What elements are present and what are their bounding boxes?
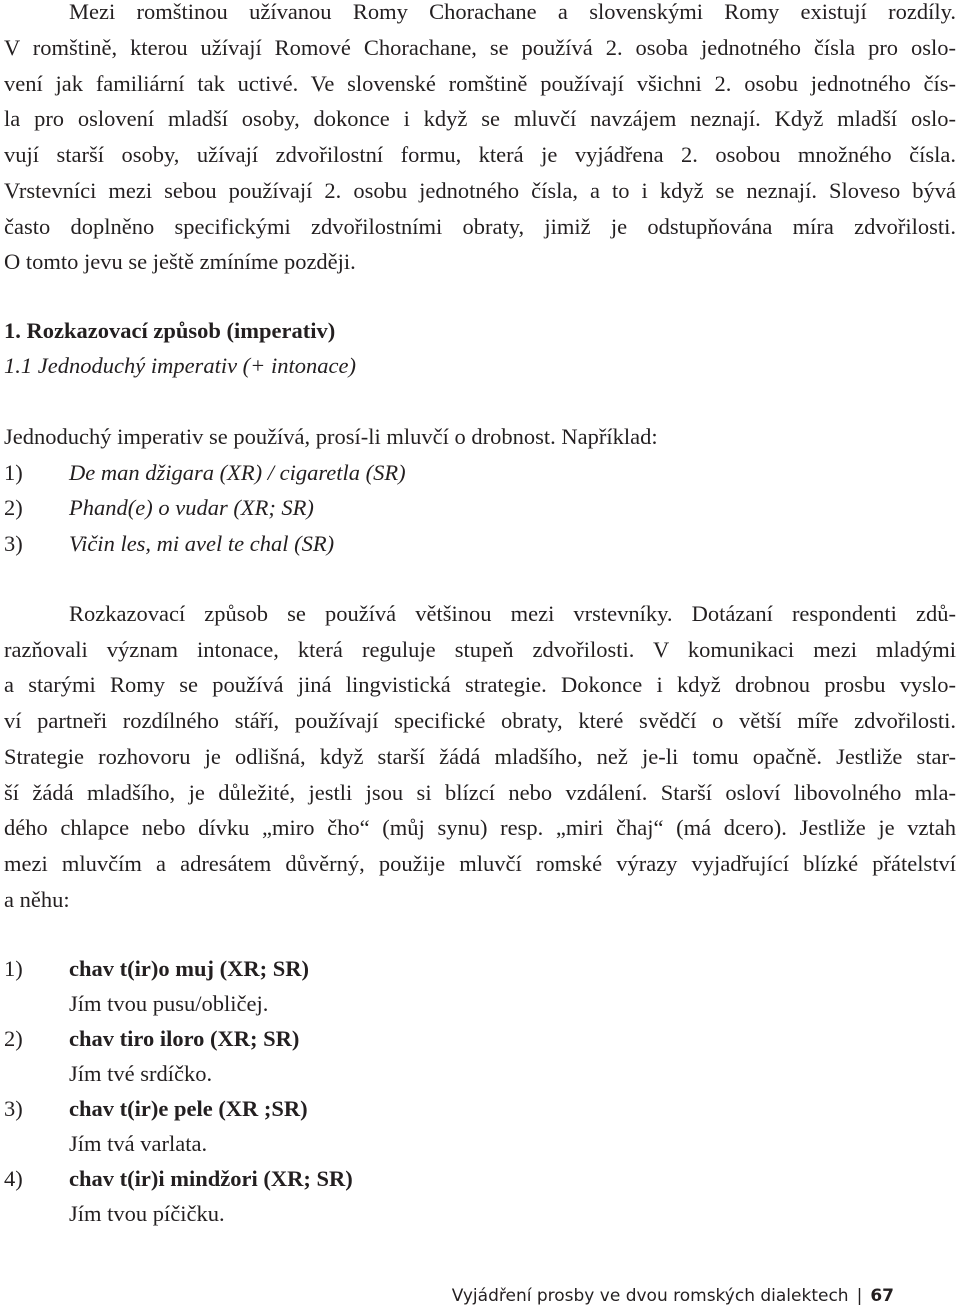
subsection-heading: 1.1 Jednoduchý imperativ (+ intonace) [4,353,356,378]
paragraph-line: V romštině, kterou užívají Romové Chorachane, se používá 2. osoba jednotného čísla pro oslo- [4,35,956,60]
phrase-translation: Jím tvá varlata. [69,1131,208,1156]
paragraph-line: a starými Romy se používá jiná lingvistická strategie. Dokonce i když drobnou prosbu vyslo- [4,672,956,697]
footer-separator: | [856,1286,863,1306]
paragraph-line: a něhu: [4,887,70,912]
example-number: 2) [4,495,23,520]
phrase-translation: Jím tvou píčičku. [69,1201,225,1226]
phrase-romani: chav t(ir)e pele (XR ;SR) [69,1096,308,1121]
paragraph-line: vují starší osoby, užívají zdvořilostní formu, která je vyjádřena 2. osobou množného čísla. [4,142,956,167]
paragraph-line: Rozkazovací způsob se používá většinou mezi vrstevníky. Dotázaní respondenti zdů- [69,601,956,626]
paragraph-line: O tomto jevu se ještě zmíníme později. [4,249,356,274]
paragraph-line: často doplněno specifickými zdvořilostními obraty, jimiž je odstupňována míra zdvořilosti. [4,214,956,239]
intro-line: Jednoduchý imperativ se používá, prosí-li mluvčí o drobnost. Například: [4,424,658,449]
phrase-romani: chav t(ir)i mindžori (XR; SR) [69,1166,353,1191]
example-number: 3) [4,531,23,556]
paragraph-line: ví partneři rozdílného stáří, používají specifické obraty, které svědčí o větší míře zdvořilosti. [4,708,956,733]
phrase-translation: Jím tvé srdíčko. [69,1061,213,1086]
phrase-translation: Jím tvou pusu/obličej. [69,991,269,1016]
paragraph-line: la pro oslovení mladší osoby, dokonce i když se mluvčí navzájem neznají. Když mladší oslo- [4,106,956,131]
paragraph-line: vení jak familiární tak uctivé. Ve slovenské romštině používají všichni 2. osobu jednotného čís- [4,71,956,96]
example-text: De man džigara (XR) / cigaretla (SR) [69,460,406,485]
running-title: Vyjádření prosby ve dvou romských dialektech [451,1286,849,1306]
phrase-number: 1) [4,956,23,981]
example-text: Phand(e) o vudar (XR; SR) [69,495,314,520]
example-text: Vičin les, mi avel te chal (SR) [69,531,335,556]
paragraph-line: dého chlapce nebo dívku „miro čho“ (můj synu) resp. „miri čhaj“ (má dcero). Jestliže je vztah [4,815,956,840]
phrase-romani: chav t(ir)o muj (XR; SR) [69,956,309,981]
paragraph-line: razňovali význam intonace, která reguluje stupeň zdvořilosti. V komunikaci mezi mladými [4,637,956,662]
page-number: 67 [870,1286,894,1306]
paragraph-line: Mezi romštinou užívanou Romy Chorachane a slovenskými Romy existují rozdíly. [69,0,956,24]
paragraph-line: Vrstevníci mezi sebou používají 2. osobu jednotného čísla, a to i když se neznají. Sloveso bývá [4,178,956,203]
page-footer [0,1284,894,1308]
phrase-number: 4) [4,1166,23,1191]
phrase-number: 2) [4,1026,23,1051]
phrase-number: 3) [4,1096,23,1121]
paragraph-line: ší žádá mladšího, je důležité, jestli jsou si blízcí nebo vzdálení. Starší osloví libovolného mla- [4,780,956,805]
example-number: 1) [4,460,23,485]
phrase-romani: chav tiro iloro (XR; SR) [69,1026,300,1051]
paragraph-line: Strategie rozhovoru je odlišná, když starší žádá mladšího, než je-li tomu opačně. Jestliže star- [4,744,956,769]
paragraph-line: mezi mluvčím a adresátem důvěrný, použije mluvčí romské výrazy vyjadřující blízké přátelství [4,851,956,876]
section-heading: 1. Rozkazovací způsob (imperativ) [4,318,336,343]
